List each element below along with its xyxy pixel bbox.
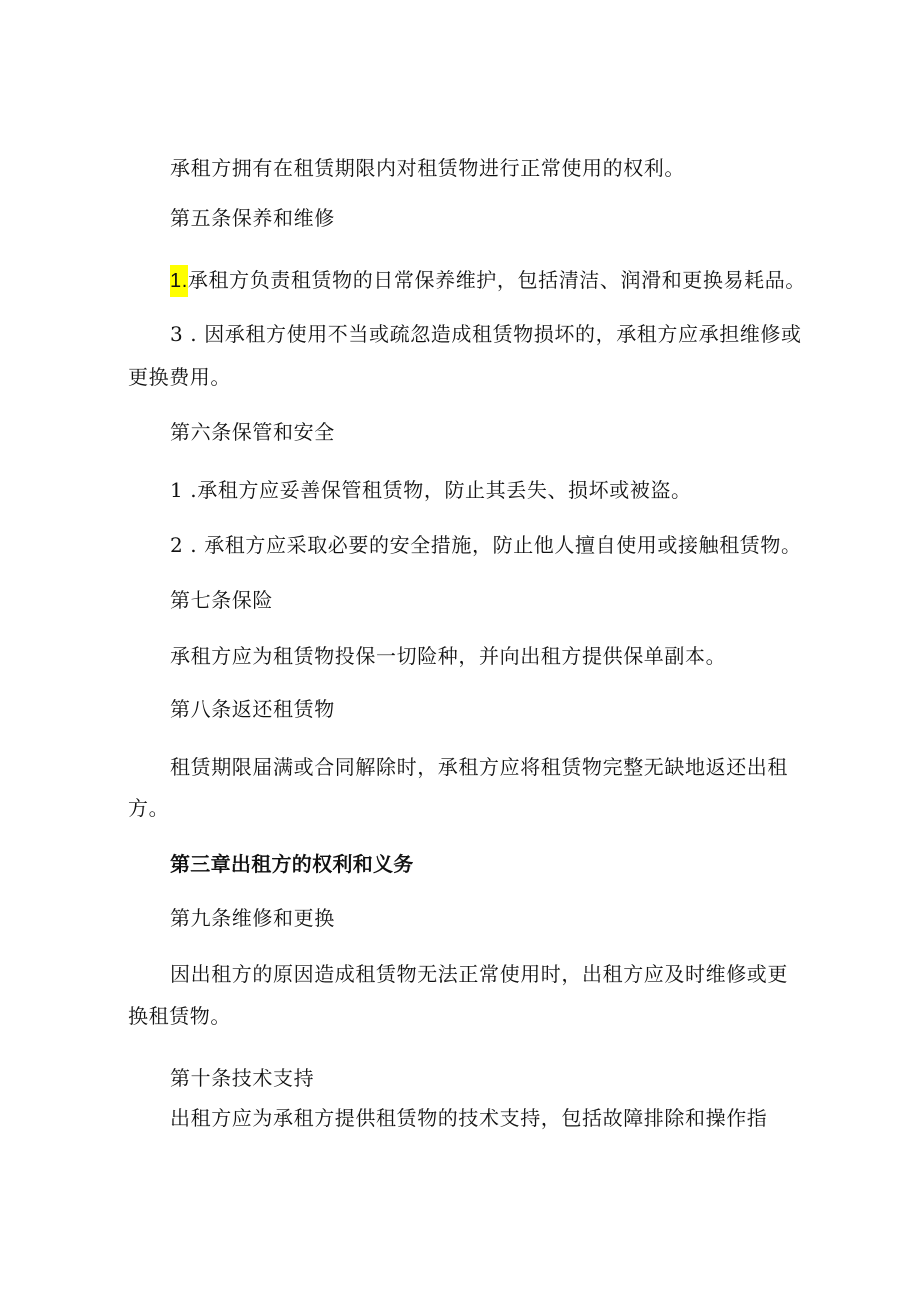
article-6-title: 第六条保管和安全 [170,420,335,444]
article-5-item-3-line-2: 更换费用。 [128,365,231,389]
article-6-item-2: 2 . 承租方应采取必要的安全措施，防止他人擅自使用或接触租赁物。 [170,533,802,557]
highlighted-number: 1. [170,265,188,297]
article-8-line-1: 租赁期限届满或合同解除时，承租方应将租赁物完整无缺地返还出租 [170,755,788,779]
article-10-title: 第十条技术支持 [170,1066,315,1090]
article-5-item-3-line-1: 3 . 因承租方使用不当或疏忽造成租赁物损坏的，承租方应承担维修或 [170,322,802,346]
article-5-item-1-text: 承租方负责租赁物的日常保养维护，包括清洁、润滑和更换易耗品。 [187,268,806,292]
article-5-title: 第五条保养和维修 [170,206,335,230]
article-7-title: 第七条保险 [170,588,273,612]
article-9-line-1: 因出租方的原因造成租赁物无法正常使用时，出租方应及时维修或更 [170,962,788,986]
article-5-item-1 [170,265,806,297]
article-9-line-2: 换租赁物。 [128,1004,231,1028]
paragraph-usage-right: 承租方拥有在租赁期限内对租赁物进行正常使用的权利。 [170,156,685,180]
article-8-title: 第八条返还租赁物 [170,697,335,721]
article-9-title: 第九条维修和更换 [170,906,335,930]
article-8-line-2: 方。 [128,796,170,820]
chapter-3-title: 第三章出租方的权利和义务 [170,852,414,876]
article-6-item-1: 1 .承租方应妥善保管租赁物，防止其丢失、损坏或被盗。 [170,478,692,502]
article-7-text: 承租方应为租赁物投保一切险种，并向出租方提供保单副本。 [170,644,727,668]
article-10-line-1: 出租方应为承租方提供租赁物的技术支持，包括故障排除和操作指 [170,1106,768,1130]
